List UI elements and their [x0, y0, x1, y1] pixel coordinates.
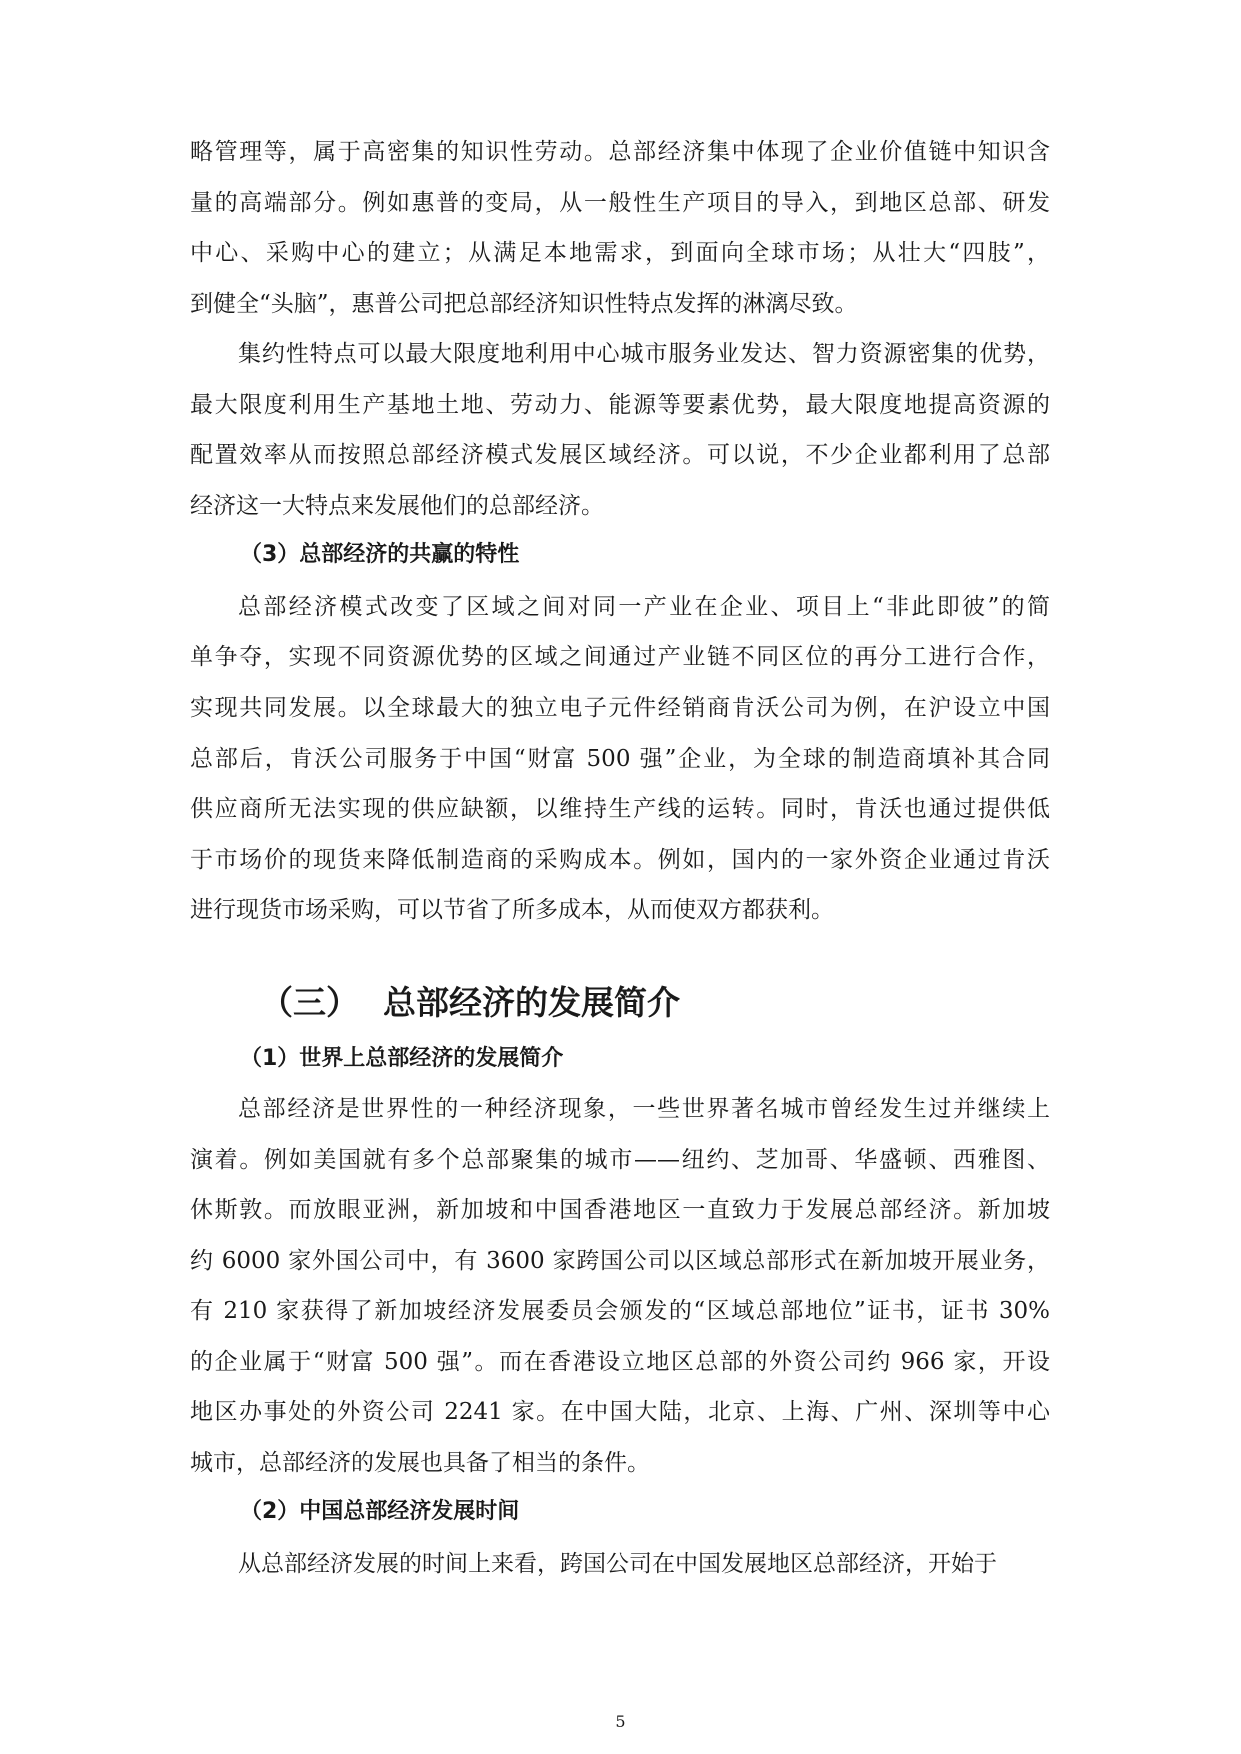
paragraph-line: 最大限度利用生产基地土地、劳动力、能源等要素优势，最大限度地提高资源的 [190, 392, 1050, 418]
paragraph-line: 总部后，肯沃公司服务于中国“财富 500 强”企业，为全球的制造商填补其合同 [190, 746, 1050, 772]
paragraph-line: 集约性特点可以最大限度地利用中心城市服务业发达、智力资源密集的优势， [238, 341, 1050, 367]
paragraph-line: 地区办事处的外资公司 2241 家。在中国大陆，北京、上海、广州、深圳等中心 [190, 1399, 1050, 1425]
paragraph-line: 到健全“头脑”，惠普公司把总部经济知识性特点发挥的淋漓尽致。 [190, 291, 858, 317]
paragraph-line: 从总部经济发展的时间上来看，跨国公司在中国发展地区总部经济，开始于 [238, 1551, 997, 1577]
subheading-world-development: （1）世界上总部经济的发展简介 [240, 1046, 564, 1071]
paragraph-line: 进行现货市场采购，可以节省了所多成本，从而使双方都获利。 [190, 897, 834, 923]
paragraph-line: 中心、采购中心的建立；从满足本地需求，到面向全球市场；从壮大“四肢”， [190, 240, 1050, 266]
paragraph-line: 于市场价的现货来降低制造商的采购成本。例如，国内的一家外资企业通过肯沃 [190, 847, 1050, 873]
paragraph-line: 总部经济模式改变了区域之间对同一产业在企业、项目上“非此即彼”的简 [238, 594, 1050, 620]
paragraph-line: 实现共同发展。以全球最大的独立电子元件经销商肯沃公司为例，在沪设立中国 [190, 695, 1050, 721]
section-title-text: 总部经济的发展简介 [383, 983, 680, 1022]
subheading-win-win: （3）总部经济的共赢的特性 [240, 542, 520, 567]
paragraph-line: 的企业属于“财富 500 强”。而在香港设立地区总部的外资公司约 966 家，开设 [190, 1349, 1050, 1375]
subheading-china-timeline: （2）中国总部经济发展时间 [240, 1499, 520, 1524]
paragraph-line: 休斯敦。而放眼亚洲，新加坡和中国香港地区一直致力于发展总部经济。新加坡 [190, 1197, 1050, 1223]
section-number: （三） [260, 983, 359, 1022]
paragraph-line: 配置效率从而按照总部经济模式发展区域经济。可以说，不少企业都利用了总部 [190, 442, 1050, 468]
paragraph-line: 演着。例如美国就有多个总部聚集的城市——纽约、芝加哥、华盛顿、西雅图、 [190, 1147, 1050, 1173]
paragraph-line: 城市，总部经济的发展也具备了相当的条件。 [190, 1450, 650, 1476]
paragraph-line: 约 6000 家外国公司中，有 3600 家跨国公司以区域总部形式在新加坡开展业务， [190, 1248, 1050, 1274]
paragraph-line: 有 210 家获得了新加坡经济发展委员会颁发的“区域总部地位”证书，证书 30% [190, 1298, 1050, 1324]
page-number: 5 [615, 1712, 626, 1731]
paragraph-line: 单争夺，实现不同资源优势的区域之间通过产业链不同区位的再分工进行合作， [190, 644, 1050, 670]
paragraph-line: 供应商所无法实现的供应缺额，以维持生产线的运转。同时，肯沃也通过提供低 [190, 796, 1050, 822]
paragraph-line: 经济这一大特点来发展他们的总部经济。 [190, 493, 604, 519]
paragraph-line: 略管理等，属于高密集的知识性劳动。总部经济集中体现了企业价值链中知识含 [190, 139, 1050, 165]
section-title [260, 981, 680, 1025]
paragraph-line: 量的高端部分。例如惠普的变局，从一般性生产项目的导入，到地区总部、研发 [190, 190, 1050, 216]
paragraph-line: 总部经济是世界性的一种经济现象，一些世界著名城市曾经发生过并继续上 [238, 1096, 1050, 1122]
